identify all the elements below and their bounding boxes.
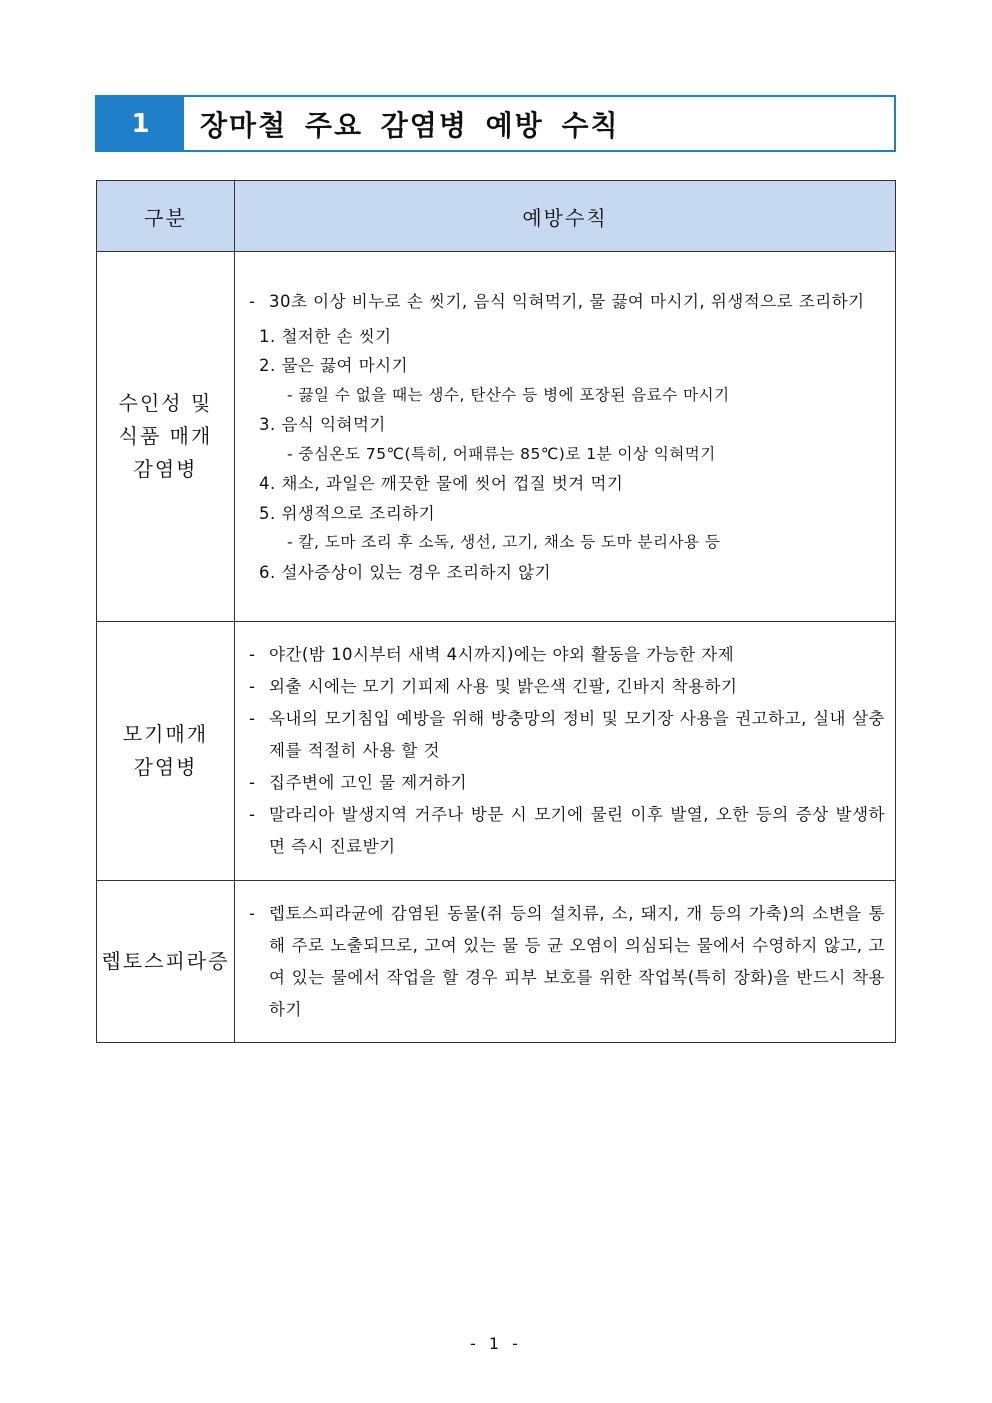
bullet-item: - 렙토스피라균에 감염된 동물(쥐 등의 설치류, 소, 돼지, 개 등의 가축)의 소변을 통해 주로 노출되므로, 고여 있는 물 등 균 오염이 의심되는 물에서 수영하지 않고, 고여 있는 물에서 작업을 할 경우 피부 보호를 위한 작업복(특히 장화)을 반드시 착용하기 xyxy=(243,898,885,1026)
list-item: 5. 위생적으로 조리하기 xyxy=(259,503,436,523)
bullet-item: - 집주변에 고인 물 제거하기 xyxy=(243,767,885,799)
rules-cell xyxy=(235,881,896,1043)
rules-cell xyxy=(235,252,896,622)
rules-cell xyxy=(235,622,896,881)
page-number: - 1 - xyxy=(470,1334,522,1353)
list-item: 1. 철저한 손 씻기 xyxy=(259,326,392,346)
bullet-item: - 외출 시에는 모기 기피제 사용 및 밝은색 긴팔, 긴바지 착용하기 xyxy=(243,671,885,703)
sub-item: - 중심온도 75℃(특히, 어패류는 85℃)로 1분 이상 익혀먹기 xyxy=(287,444,716,463)
table-row-waterborne xyxy=(97,252,896,622)
header-category: 구분 xyxy=(97,181,235,252)
section-title-bar xyxy=(95,95,896,152)
table-row-mosquito xyxy=(97,622,896,881)
sub-item: - 끓일 수 없을 때는 생수, 탄산수 등 병에 포장된 음료수 마시기 xyxy=(287,385,730,404)
list-item: 3. 음식 익혀먹기 xyxy=(259,415,386,435)
sub-item: - 칼, 도마 조리 후 소독, 생선, 고기, 채소 등 도마 분리사용 등 xyxy=(287,533,721,552)
section-number: 1 xyxy=(97,97,184,150)
intro-line: - 30초 이상 비누로 손 씻기, 음식 익혀먹기, 물 끓여 마시기, 위생적으로 조리하기 xyxy=(243,286,885,318)
bullet-item: - 야간(밤 10시부터 새벽 4시까지)에는 야외 활동을 가능한 자제 xyxy=(243,639,885,671)
category-cell: 렙토스피라증 xyxy=(97,881,235,1043)
list-item: 2. 물은 끓여 마시기 xyxy=(259,356,409,376)
list-item: 6. 설사증상이 있는 경우 조리하지 않기 xyxy=(259,562,552,582)
section-title: 장마철 주요 감염병 예방 수칙 xyxy=(200,108,620,142)
list-item: 4. 채소, 과일은 깨끗한 물에 씻어 껍질 벗겨 먹기 xyxy=(259,474,624,494)
bullet-item: - 옥내의 모기침입 예방을 위해 방충망의 정비 및 모기장 사용을 권고하고, 실내 살충제를 적절히 사용 할 것 xyxy=(243,703,885,767)
bullet-item: - 말라리아 발생지역 거주나 방문 시 모기에 물린 이후 발열, 오한 등의 증상 발생하면 즉시 진료받기 xyxy=(243,799,885,863)
table-row-leptospirosis xyxy=(97,881,896,1043)
header-rules: 예방수칙 xyxy=(235,181,896,252)
category-cell: 모기매개 감염병 xyxy=(97,622,235,881)
prevention-table xyxy=(96,180,896,1043)
table-header-row xyxy=(97,181,896,252)
category-cell: 수인성 및 식품 매개 감염병 xyxy=(97,252,235,622)
